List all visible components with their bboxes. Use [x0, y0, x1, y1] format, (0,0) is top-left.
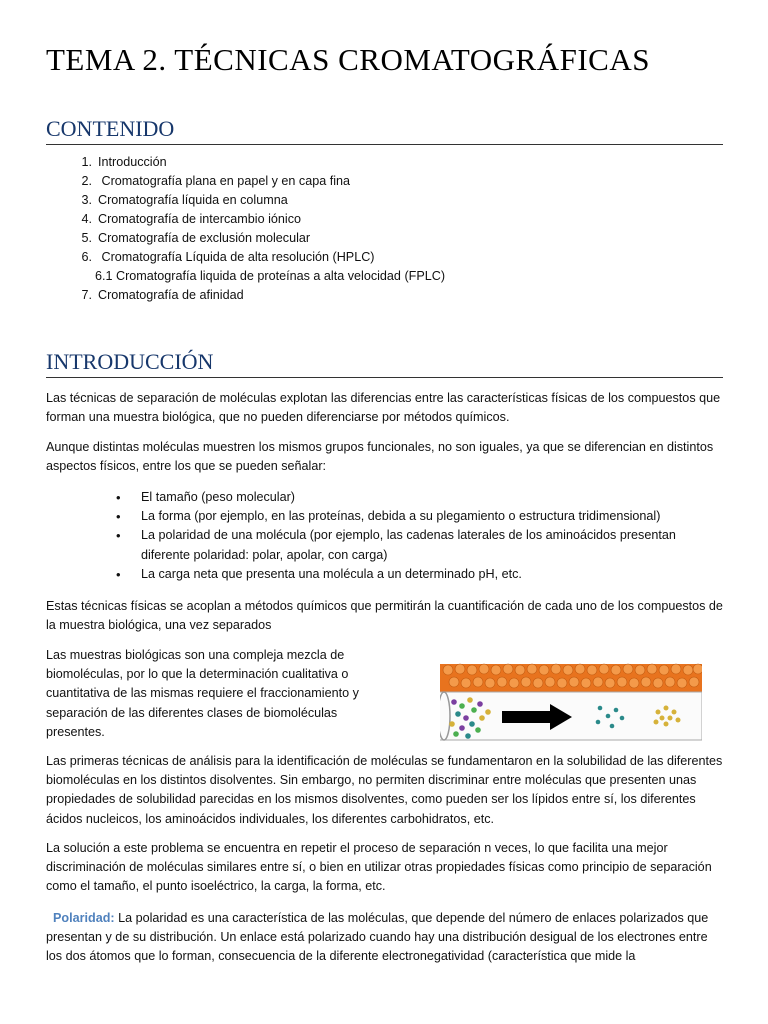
- bullet-item: • La carga neta que presenta una molécula a un determinado pH, etc.: [46, 565, 701, 584]
- intro-paragraph-5: Las primeras técnicas de análisis para la identificación de moléculas se fundamentaron en la solubilidad de las diferentes biomoléculas en los distintos disolventes. Sin embargo, no permiten discriminar entre moléculas que presenten unas propiedades de solubilidad parecidas en los mismos disolventes, como pueden ser los lípidos entre sí, los diferentes ácidos nucleicos, los aminoácidos individuales, los diferentes carbohidratos, etc.: [46, 754, 723, 826]
- bullet-item: • La forma (por ejemplo, en las proteínas, debida a su plegamiento o estructura tridimensional): [46, 507, 701, 526]
- page-title: TEMA 2. TÉCNICAS CROMATOGRÁFICAS: [46, 42, 650, 77]
- intro-paragraph-2: Aunque distintas moléculas muestren los mismos grupos funcionales, no son iguales, ya que se diferencian en distintos aspectos físicos, entre los que se pueden señalar:: [46, 440, 714, 474]
- toc-item-7: 7. Cromatografía de afinidad: [81, 288, 244, 302]
- toc-item-3: 3. Cromatografía líquida en columna: [81, 193, 288, 207]
- toc-item-6: 6. Cromatografía Líquida de alta resolución (HPLC): [81, 250, 375, 264]
- polarity-term: Polaridad:: [53, 911, 115, 925]
- polarity-paragraph: Polaridad: La polaridad es una característica de las moléculas, que depende del número de enlaces polarizados que presentan y de su distribución. Un enlace está polarizado cuando hay una distribución desigual de los electrones entre los dos átomos que lo forman, consecuencia de la diferente electronegatividad (característica que mide la: [46, 911, 709, 964]
- toc-item-1: 1. Introducción: [81, 155, 167, 169]
- toc-item-2: 2. Cromatografía plana en papel y en capa fina: [81, 174, 351, 188]
- toc-item-5: 5. Cromatografía de exclusión molecular: [81, 231, 311, 245]
- contents-heading: CONTENIDO: [46, 116, 723, 145]
- bullet-item: • La polaridad de una molécula (por ejemplo, las cadenas laterales de los aminoácidos presentan diferente polaridad: polar, apolar, con carga): [46, 526, 701, 564]
- intro-heading: INTRODUCCIÓN: [46, 349, 723, 378]
- property-bullet-list: [46, 488, 701, 584]
- table-of-contents: [46, 153, 445, 305]
- chromatography-column-illustration: [440, 660, 702, 744]
- intro-paragraph-4: Las muestras biológicas son una compleja mezcla de biomoléculas, por lo que la determinación cualitativa o cuantitativa de las mismas requiere el fraccionamiento y separación de las diferentes clases de biomoléculas presentes.: [46, 648, 359, 739]
- intro-paragraph-6: La solución a este problema se encuentra en repetir el proceso de separación n veces, lo que facilita una mejor discriminación de moléculas similares entre sí, o bien en utilizar otras propiedades físicas como principio de separación como el tamaño, el punto isoeléctrico, la carga, la forma, etc.: [46, 841, 712, 894]
- intro-paragraph-1: Las técnicas de separación de moléculas explotan las diferencias entre las características físicas de los compuestos que forman una muestra biológica, que no pueden diferenciarse por métodos químicos.: [46, 391, 721, 425]
- intro-paragraph-3: Estas técnicas físicas se acoplan a métodos químicos que permitirán la cuantificación de cada uno de los compuestos de la muestra biológica, una vez separados: [46, 599, 723, 633]
- bullet-item: • El tamaño (peso molecular): [46, 488, 701, 507]
- toc-subitem-6-1: 6.1 Cromatografía liquida de proteínas a alta velocidad (FPLC): [95, 269, 446, 283]
- toc-item-4: 4. Cromatografía de intercambio iónico: [81, 212, 302, 226]
